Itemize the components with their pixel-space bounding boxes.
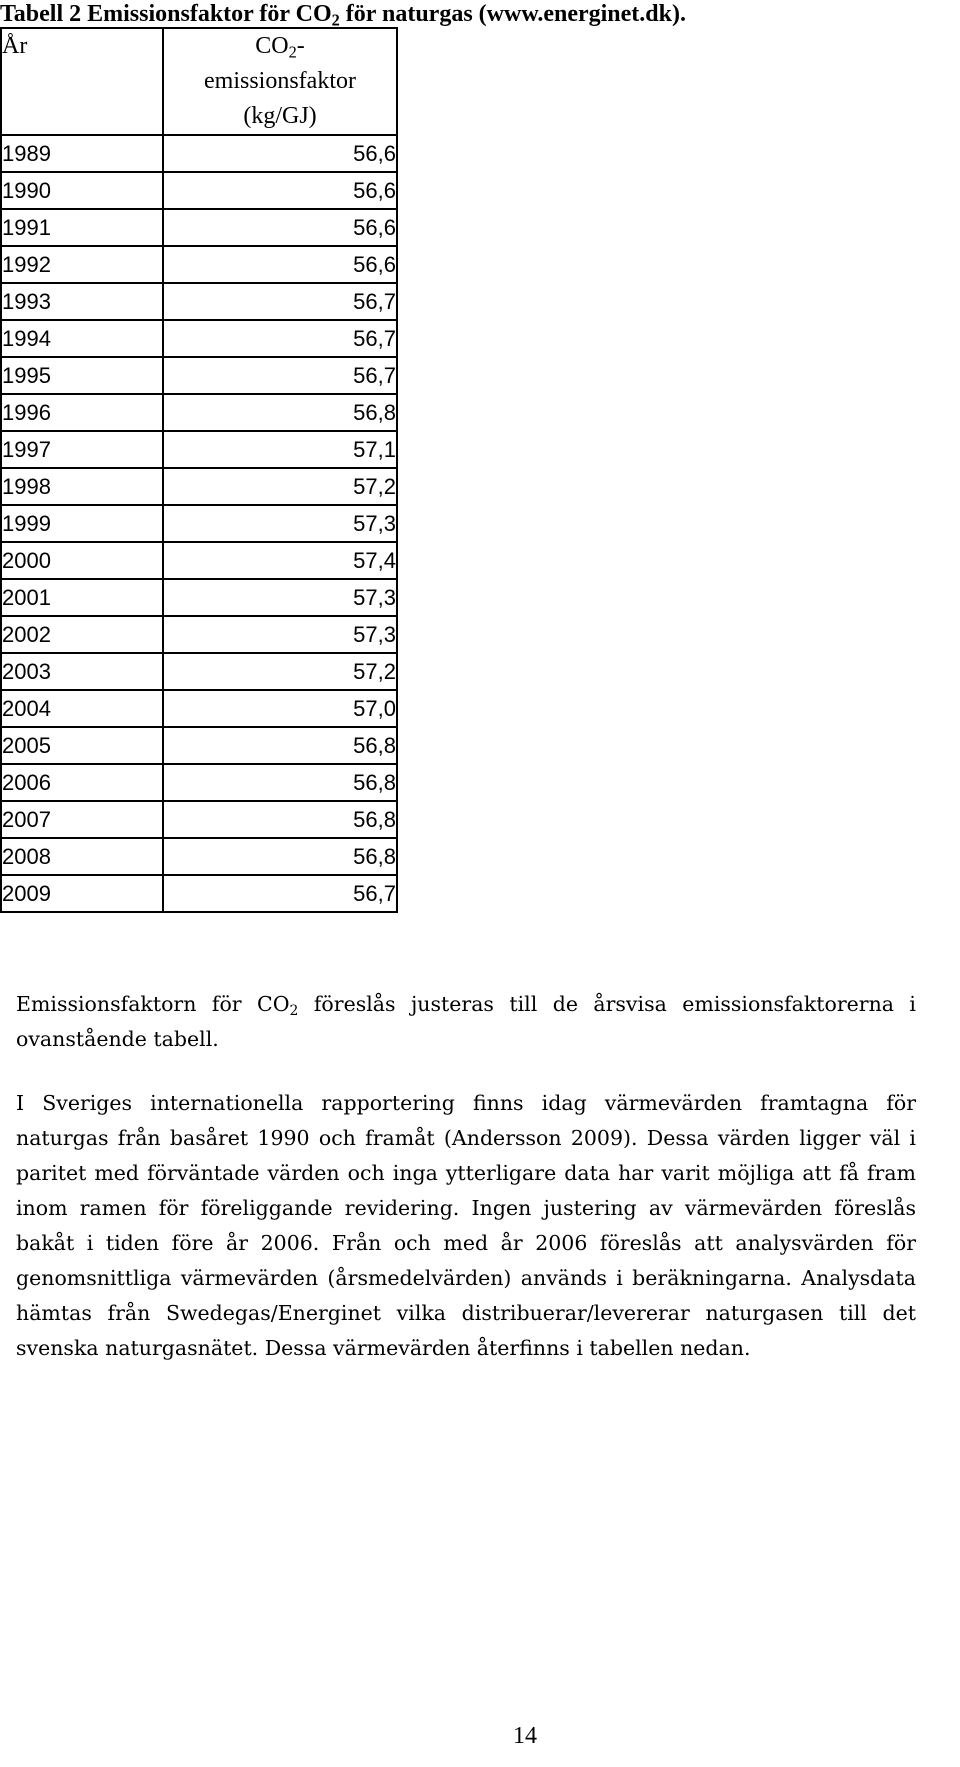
emission-factor-cell: 57,0	[163, 690, 397, 727]
year-cell: 2004	[1, 690, 163, 727]
year-cell: 2001	[1, 579, 163, 616]
emission-factor-cell: 57,3	[163, 505, 397, 542]
paragraph-emission-factor-note	[16, 987, 916, 1057]
emission-factor-cell: 57,3	[163, 616, 397, 653]
table-row	[1, 172, 397, 209]
table-row	[1, 246, 397, 283]
paragraph-heating-values: I Sveriges internationella rapportering finns idag värmevärden framtagna för naturgas från basåret 1990 och framåt (Andersson 2009). Dessa värden ligger väl i paritet med förväntade värden och inga ytterligare data har varit möjliga att få fram inom ramen för föreliggande revidering. Ingen justering av värmevärden föreslås bakåt i tiden före år 2006. Från och med år 2006 föreslås att analysvärden för genomsnittliga värmevärden (årsmedelvärden) används i beräkningarna. Analysdata hämtas från Swedegas/Energinet vilka distribuerar/levererar naturgasen till det svenska naturgasnätet. Dessa värmevärden återfinns i tabellen nedan.	[16, 1091, 916, 1360]
year-cell: 2008	[1, 838, 163, 875]
header-co-subscript: 2	[288, 42, 297, 62]
emission-factor-cell: 56,8	[163, 394, 397, 431]
table-caption	[0, 0, 686, 28]
emission-factor-cell: 56,6	[163, 246, 397, 283]
year-cell: 1998	[1, 468, 163, 505]
table-row	[1, 283, 397, 320]
year-cell: 2005	[1, 727, 163, 764]
header-line-2: emissionsfaktor	[204, 68, 356, 94]
year-cell: 1994	[1, 320, 163, 357]
table-row	[1, 838, 397, 875]
table-row	[1, 135, 397, 172]
emission-factor-cell: 57,1	[163, 431, 397, 468]
page-number: 14	[513, 1723, 537, 1749]
year-cell: 1999	[1, 505, 163, 542]
emission-factor-cell: 56,8	[163, 764, 397, 801]
table-row	[1, 653, 397, 690]
year-cell: 2003	[1, 653, 163, 690]
emission-factor-cell: 56,6	[163, 209, 397, 246]
emission-factor-cell: 56,6	[163, 135, 397, 172]
year-cell: 1995	[1, 357, 163, 394]
emission-factor-cell: 57,4	[163, 542, 397, 579]
year-cell: 1993	[1, 283, 163, 320]
year-cell: 2000	[1, 542, 163, 579]
header-co-prefix: CO	[255, 33, 289, 59]
year-column-header: År	[1, 28, 163, 135]
emission-factor-cell: 56,7	[163, 320, 397, 357]
emission-factor-cell: 56,8	[163, 838, 397, 875]
year-cell: 1989	[1, 135, 163, 172]
emission-factor-cell: 57,2	[163, 653, 397, 690]
caption-prefix: Tabell 2 Emissionsfaktor för CO	[0, 1, 332, 27]
paragraph1-prefix: Emissionsfaktorn för CO	[16, 992, 290, 1016]
table-row	[1, 431, 397, 468]
table-row	[1, 801, 397, 838]
emission-factor-cell: 56,7	[163, 357, 397, 394]
year-cell: 2007	[1, 801, 163, 838]
table-row	[1, 616, 397, 653]
emission-factor-cell: 57,3	[163, 579, 397, 616]
emission-factor-cell: 56,7	[163, 875, 397, 912]
year-cell: 2006	[1, 764, 163, 801]
emission-factor-cell: 56,8	[163, 801, 397, 838]
header-line-1	[164, 29, 396, 64]
table-row	[1, 690, 397, 727]
caption-subscript: 2	[331, 10, 340, 30]
table-row	[1, 727, 397, 764]
header-co-suffix: -	[296, 33, 305, 59]
year-cell: 1992	[1, 246, 163, 283]
emission-factor-table	[0, 27, 398, 913]
table-row	[1, 357, 397, 394]
year-cell: 1997	[1, 431, 163, 468]
table-row	[1, 209, 397, 246]
table-row	[1, 468, 397, 505]
table-header	[1, 28, 397, 135]
emission-factor-cell: 56,7	[163, 283, 397, 320]
paragraph1-suffix: föreslås justeras till de årsvisa emissionsfaktorerna i ovanstående tabell.	[16, 992, 916, 1051]
table-row	[1, 875, 397, 912]
year-cell: 1991	[1, 209, 163, 246]
table-row	[1, 579, 397, 616]
year-cell: 2002	[1, 616, 163, 653]
caption-suffix: för naturgas (www.energinet.dk).	[339, 1, 686, 27]
header-line-3: (kg/GJ)	[243, 103, 317, 129]
table-row	[1, 320, 397, 357]
table-row	[1, 394, 397, 431]
year-cell: 1996	[1, 394, 163, 431]
table-row	[1, 505, 397, 542]
emission-factor-cell: 56,8	[163, 727, 397, 764]
year-cell: 2009	[1, 875, 163, 912]
emission-factor-column-header	[163, 28, 397, 135]
table-row	[1, 542, 397, 579]
emission-factor-cell: 56,6	[163, 172, 397, 209]
emission-factor-cell: 57,2	[163, 468, 397, 505]
paragraph1-subscript: 2	[289, 1002, 299, 1019]
table-body	[1, 135, 397, 912]
table-row	[1, 764, 397, 801]
year-cell: 1990	[1, 172, 163, 209]
table-header-row	[1, 28, 397, 135]
